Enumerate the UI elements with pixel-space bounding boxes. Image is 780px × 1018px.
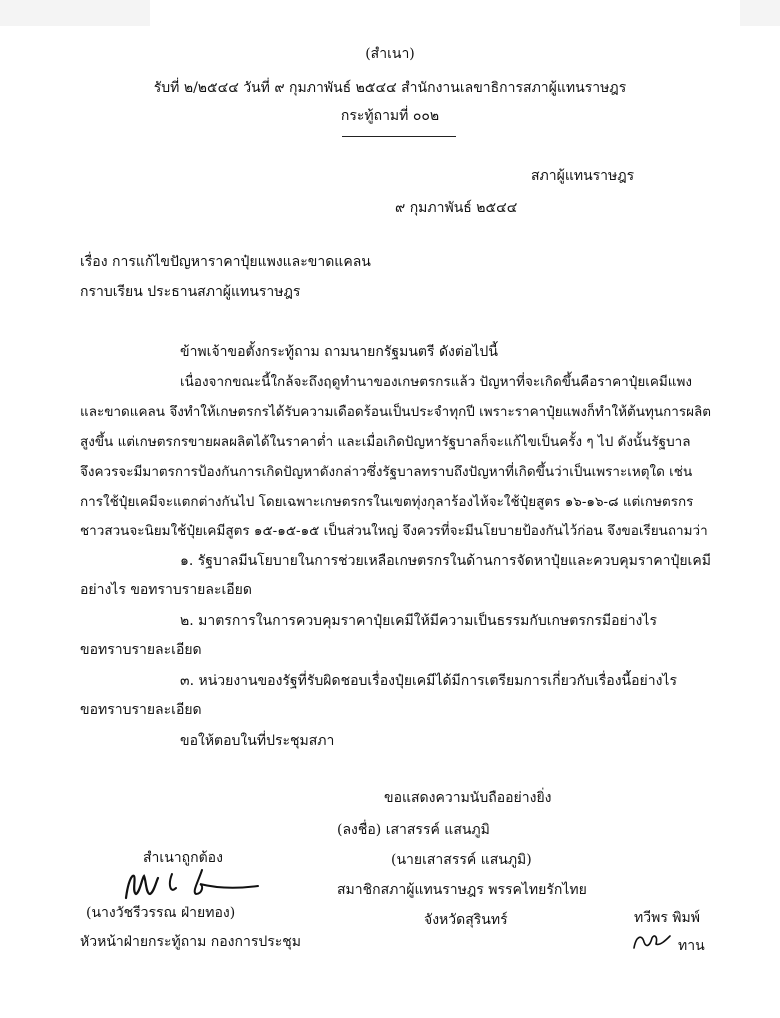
paragraph-line: เนื่องจากขณะนี้ใกล้จะถึงฤดูทำนาของเกษตรกรแล้ว ปัญหาที่จะเกิดขึ้นคือราคาปุ๋ยเคมีแพง [180,374,692,390]
subject-line: เรื่อง การแก้ไขปัญหาราคาปุ๋ยแพงและขาดแคลน [80,254,371,270]
question-3-cont: ขอทราบรายละเอียด [80,702,202,718]
question-2-cont: ขอทราบรายละเอียด [80,642,202,658]
signer-province: จังหวัดสุรินทร์ [424,912,508,928]
place-line: สภาผู้แทนราษฎร [531,168,635,184]
question-1: ๑. รัฐบาลมีนโยบายในการช่วยเหลือเกษตรกรในด้านการจัดหาปุ๋ยและควบคุมราคาปุ๋ยเคมี [180,553,711,569]
respect-line: ขอแสดงความนับถืออย่างยิ่ง [384,790,552,806]
certifier-name: (นางวัชรีวรรณ ฝ่ายทอง) [86,905,236,921]
closing-request: ขอให้ตอบในที่ประชุมสภา [180,733,335,749]
paragraph-line: และขาดแคลน จึงทำให้เกษตรกรได้รับความเดือดร้อนเป็นประจำทุกปี เพราะราคาปุ๋ยแพงก็ทำให้ต้นทุนการผลิต [80,404,712,420]
scan-top-band-paper [150,0,740,26]
certified-label: สำเนาถูกต้อง [143,850,223,866]
checker-initials [630,928,674,954]
certifier-title: หัวหน้าฝ่ายกระทู้ถาม กองการประชุม [80,934,302,950]
paragraph-line: สูงขึ้น แต่เกษตรกรขายผลผลิตได้ในราคาต่ำ และเมื่อเกิดปัญหารัฐบาลก็จะแก้ไขเป็นครั้ง ๆ ไป ดังนั้นรัฐบาล [80,434,691,450]
handwritten-signature [118,864,278,904]
copy-label: (สำเนา) [365,46,415,62]
paragraph-line: ชาวสวนจะนิยมใช้ปุ๋ยเคมีสูตร ๑๕-๑๕-๑๕ เป็นส่วนใหญ่ จึงควรที่จะมีนโยบายป้องกันไว้ก่อน จึงขอเรียนถามว่า [80,523,708,539]
header-divider [342,136,456,137]
question-3: ๓. หน่วยงานของรัฐที่รับผิดชอบเรื่องปุ๋ยเคมีได้มีการเตรียมการเกี่ยวกับเรื่องนี้อย่างไร [180,673,677,689]
received-line: รับที่ ๒/๒๕๔๔ วันที่ ๙ กุมภาพันธ์ ๒๕๔๔ สำนักงานเลขาธิการสภาผู้แทนราษฎร [153,80,627,96]
intro-line: ข้าพเจ้าขอตั้งกระทู้ถาม ถามนายกรัฐมนตรี ดังต่อไปนี้ [180,344,498,360]
date-line: ๙ กุมภาพันธ์ ๒๕๔๔ [395,200,518,216]
signer-name: (นายเสาสรรค์ แสนภูมิ) [391,852,532,868]
question-number: กระทู้ถามที่ ๐๐๒ [340,108,440,124]
question-1-cont: อย่างไร ขอทราบรายละเอียด [80,582,252,598]
signer-position: สมาชิกสภาผู้แทนราษฎร พรรคไทยรักไทย [337,882,587,898]
paragraph-line: การใช้ปุ๋ยเคมีจะแตกต่างกันไป โดยเฉพาะเกษตรกรในเขตทุ่งกุลาร้องไห้จะใช้ปุ๋ยสูตร ๑๖-๑๖-๘ แต่เกษตรกร [80,494,694,510]
checked-label: ทาน [678,938,705,954]
signed-line: (ลงชื่อ) เสาสรรค์ แสนภูมิ [337,822,490,838]
paragraph-line: จึงควรจะมีมาตรการป้องกันการเกิดปัญหาดังกล่าวซึ่งรัฐบาลทราบถึงปัญหาที่เกิดขึ้นว่าเป็นเพราะเหตุใด เช่น [80,464,693,480]
question-2: ๒. มาตรการในการควบคุมราคาปุ๋ยเคมีให้มีความเป็นธรรมกับเกษตรกรมีอย่างไร [180,613,657,629]
typist-line: ทวีพร พิมพ์ [634,910,700,926]
salutation-line: กราบเรียน ประธานสภาผู้แทนราษฎร [80,284,301,300]
